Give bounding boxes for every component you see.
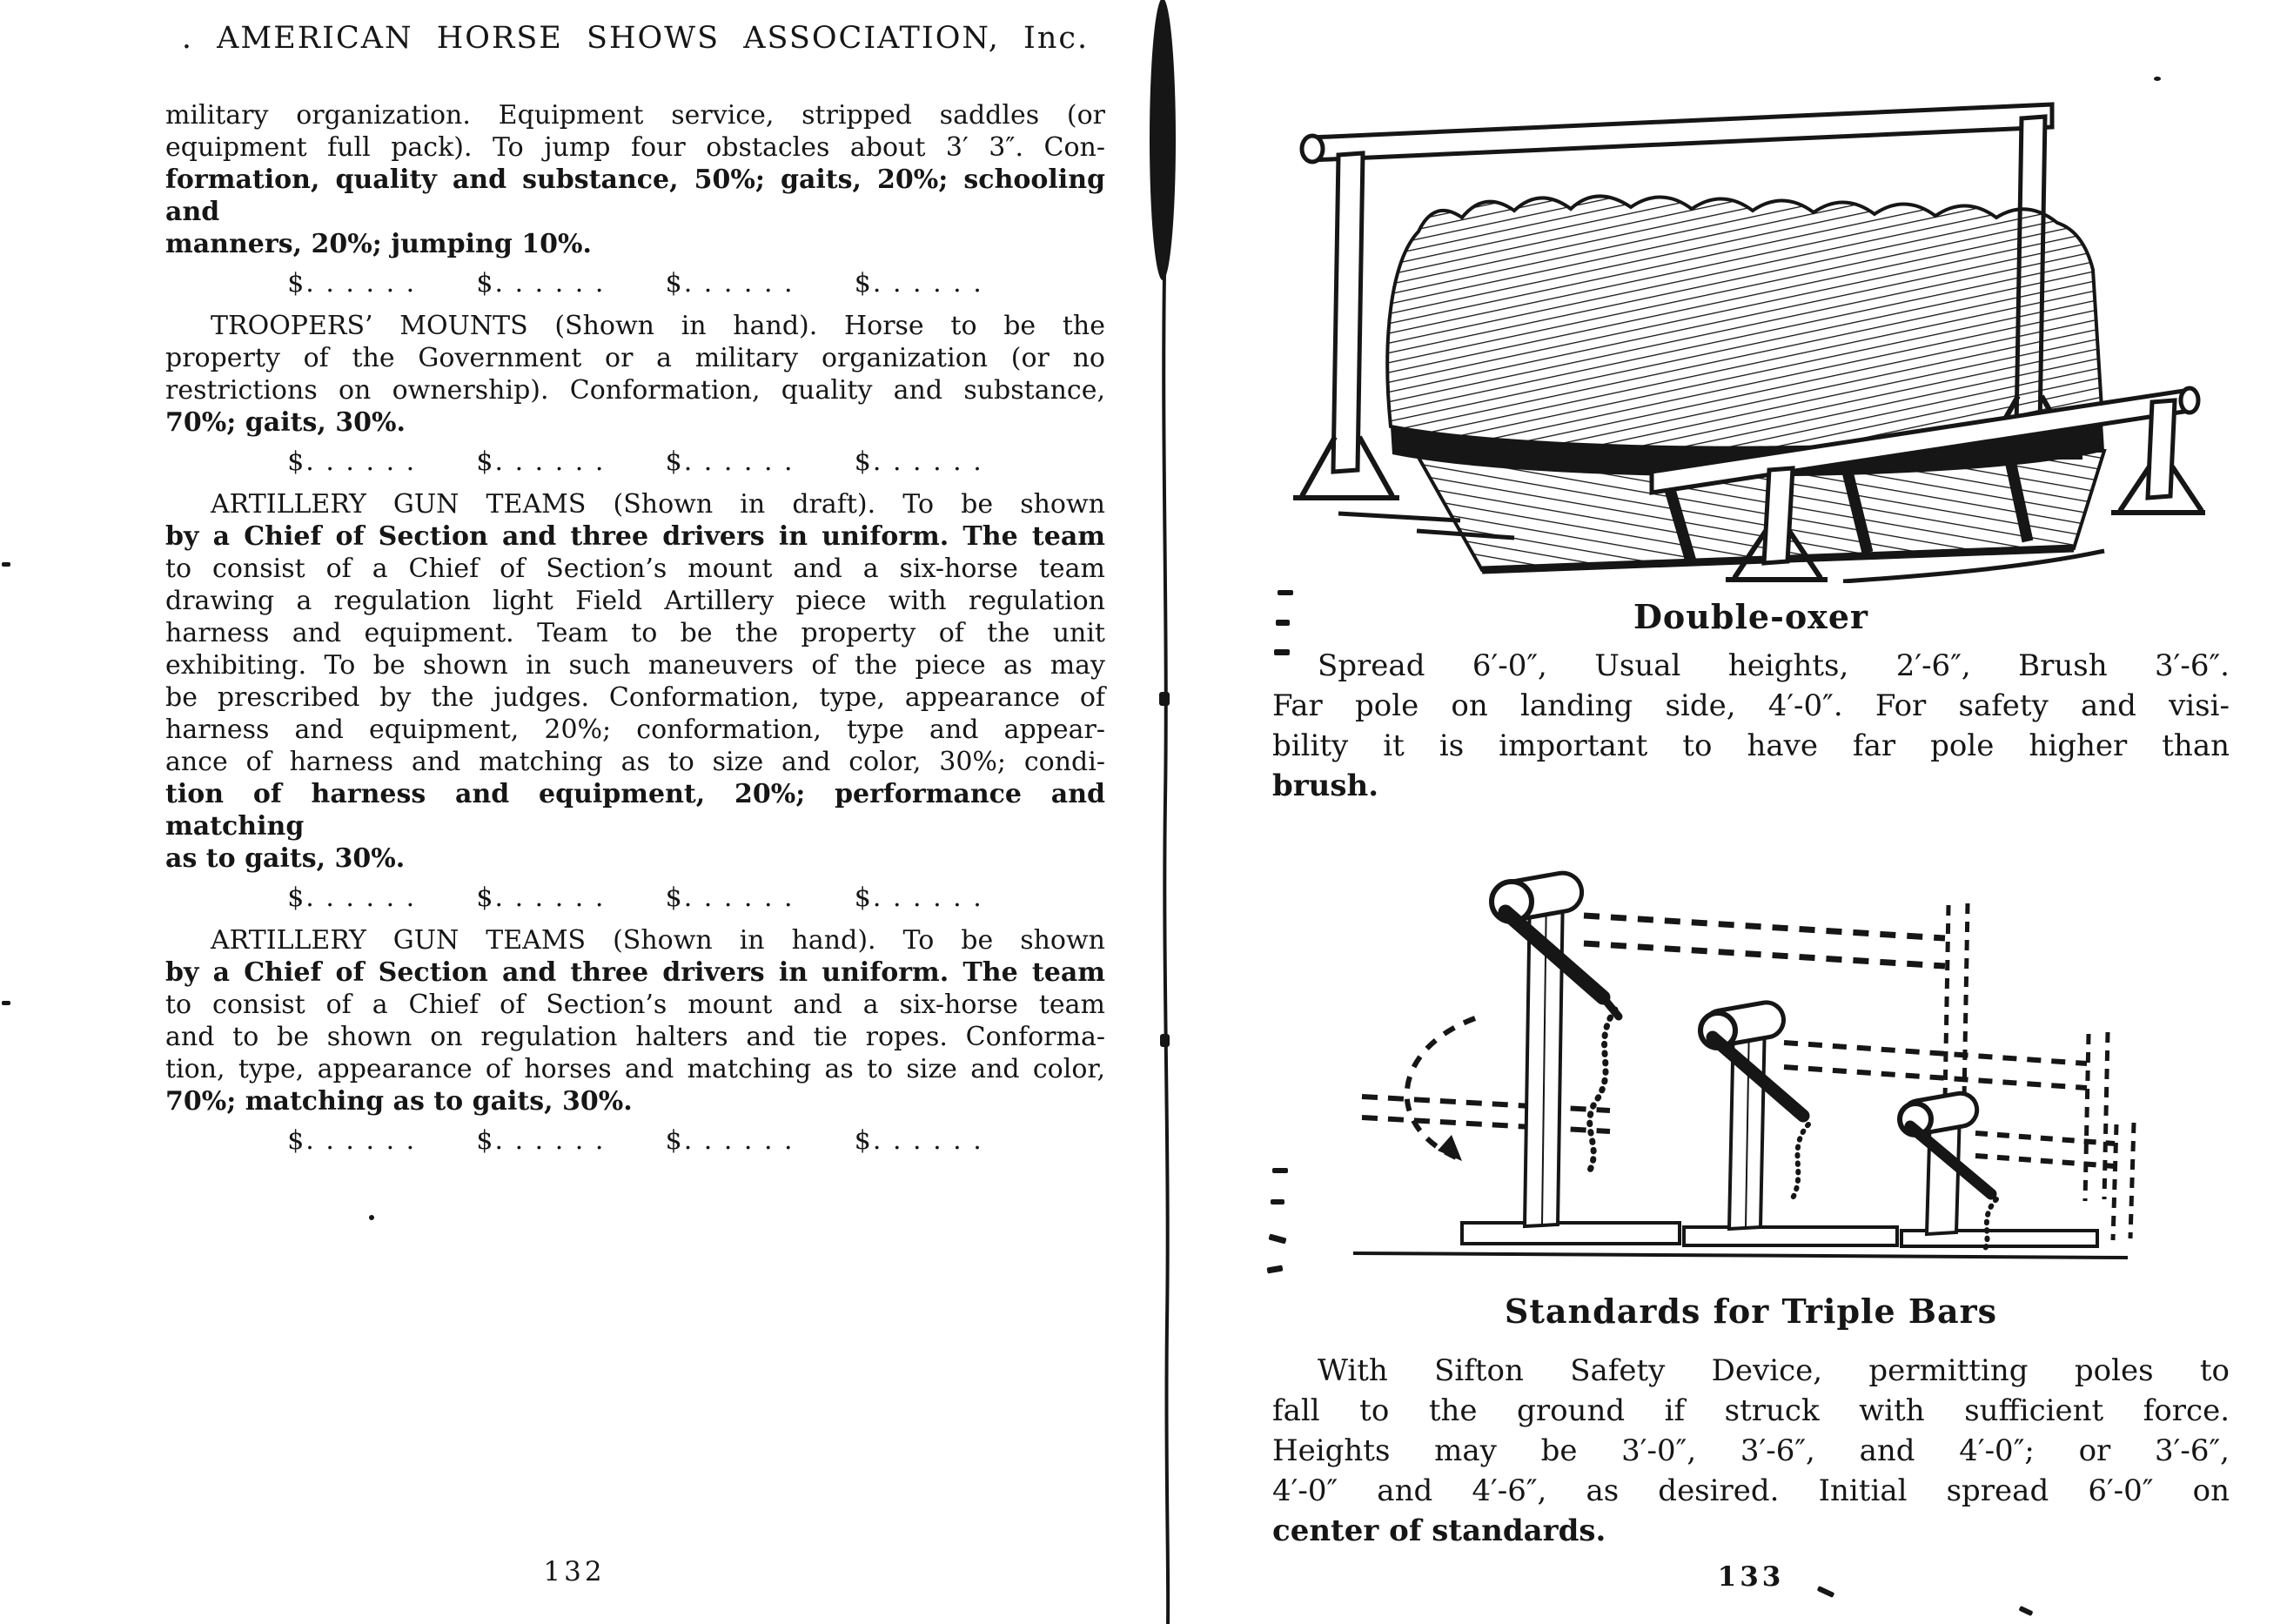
text-line: 70%; matching as to gaits, 30%.	[165, 1086, 633, 1117]
text-line: as to gaits, 30%.	[165, 843, 406, 874]
scan-artifact	[2018, 1606, 2033, 1616]
scan-artifact	[2154, 77, 2161, 81]
scan-artifact	[1268, 1234, 1286, 1245]
figure-text-triple-bars	[1272, 1351, 2230, 1551]
figure-text-double-oxer	[1272, 646, 2230, 806]
text-line: by a Chief of Section and three drivers in uniform. The team	[165, 521, 1105, 552]
paragraph-troopers-mounts	[165, 310, 1105, 478]
text-line: restrictions on ownership). Conformation, quality and substance,	[165, 375, 1105, 406]
text-line: tion, type, appearance of horses and matching as to size and color,	[165, 1054, 1105, 1084]
triple-bar-standards-illustration	[1331, 835, 2150, 1275]
text-line: and to be shown on regulation halters and tie ropes. Conforma-	[165, 1022, 1105, 1052]
page-number-right: 133	[1717, 1561, 1785, 1593]
left-page-text	[165, 99, 1105, 1167]
text-line: $. . . . . . $. . . . . . $. . . . . . $. . . . . .	[287, 268, 983, 299]
page-gutter-shadow	[1137, 0, 1197, 1624]
text-line: fall to the ground if struck with sufficient force.	[1272, 1393, 2230, 1428]
text-line: brush.	[1272, 768, 1379, 803]
text-line: harness and equipment. Team to be the property of the unit	[165, 618, 1105, 648]
scan-artifact	[369, 1215, 374, 1220]
text-line: manners, 20%; jumping 10%.	[165, 229, 592, 259]
figure-caption-double-oxer: Double-oxer	[1633, 597, 1869, 636]
scan-artifact	[1274, 649, 1290, 655]
text-line: 4′-0″ and 4′-6″, as desired. Initial spread 6′-0″ on	[1272, 1473, 2230, 1508]
text-line: formation, quality and substance, 50%; gaits, 20%; schooling and	[165, 164, 1105, 227]
page-number-left: 132	[543, 1556, 606, 1587]
text-line: bility it is important to have far pole higher than	[1272, 728, 2230, 763]
page-header: . AMERICAN HORSE SHOWS ASSOCIATION, Inc.	[181, 21, 1090, 56]
figure-caption-triple-bars: Standards for Triple Bars	[1504, 1292, 1998, 1331]
text-line: $. . . . . . $. . . . . . $. . . . . . $. . . . . .	[287, 446, 983, 477]
paragraph-class-conditions	[165, 99, 1105, 299]
text-line: equipment full pack). To jump four obstacles about 3′ 3″. Con-	[165, 132, 1105, 163]
scan-artifact	[1272, 1168, 1288, 1173]
scan-artifact	[1276, 620, 1290, 626]
text-line: With Sifton Safety Device, permitting poles to	[1318, 1353, 2230, 1388]
text-line: property of the Government or a military organization (or no	[165, 343, 1105, 373]
scan-artifact	[1278, 590, 1293, 595]
text-line: by a Chief of Section and three drivers in uniform. The team	[165, 957, 1105, 988]
text-line: to consist of a Chief of Section’s mount and a six-horse team	[165, 554, 1105, 584]
text-line: Heights may be 3′-0″, 3′-6″, and 4′-0″; or 3′-6″,	[1272, 1433, 2230, 1468]
text-line: Far pole on landing side, 4′-0″. For safety and visi-	[1272, 688, 2230, 723]
text-line: TROOPERS’ MOUNTS (Shown in hand). Horse to be the	[211, 311, 1105, 341]
text-line: 70%; gaits, 30%.	[165, 407, 406, 438]
paragraph-artillery-draft	[165, 488, 1105, 914]
text-line: ARTILLERY GUN TEAMS (Shown in draft). To be shown	[211, 489, 1105, 520]
text-line: be prescribed by the judges. Conformation, type, appearance of	[165, 682, 1105, 713]
scan-artifact	[1271, 1199, 1284, 1205]
text-line: ARTILLERY GUN TEAMS (Shown in hand). To be shown	[211, 925, 1105, 956]
scan-artifact	[1267, 1265, 1284, 1273]
double-oxer-illustration	[1286, 61, 2205, 583]
text-line: $. . . . . . $. . . . . . $. . . . . . $. . . . . .	[287, 882, 983, 913]
text-line: harness and equipment, 20%; conformation, type and appear-	[165, 715, 1105, 745]
text-line: exhibiting. To be shown in such maneuvers of the piece as may	[165, 650, 1105, 681]
text-line: ance of harness and matching as to size and color, 30%; condi-	[165, 747, 1105, 777]
text-line: military organization. Equipment service, stripped saddles (or	[165, 100, 1105, 131]
text-line: $. . . . . . $. . . . . . $. . . . . . $. . . . . .	[287, 1125, 983, 1156]
text-line: tion of harness and equipment, 20%; performance and matching	[165, 779, 1105, 842]
text-line: Spread 6′-0″, Usual heights, 2′-6″, Brush 3′-6″.	[1318, 648, 2230, 683]
text-line: drawing a regulation light Field Artillery piece with regulation	[165, 586, 1105, 616]
text-line: to consist of a Chief of Section’s mount and a six-horse team	[165, 990, 1105, 1020]
scan-artifact	[2, 562, 10, 567]
paragraph-artillery-hand	[165, 924, 1105, 1157]
scan-artifact	[2, 1001, 10, 1005]
text-line: center of standards.	[1272, 1513, 1606, 1548]
